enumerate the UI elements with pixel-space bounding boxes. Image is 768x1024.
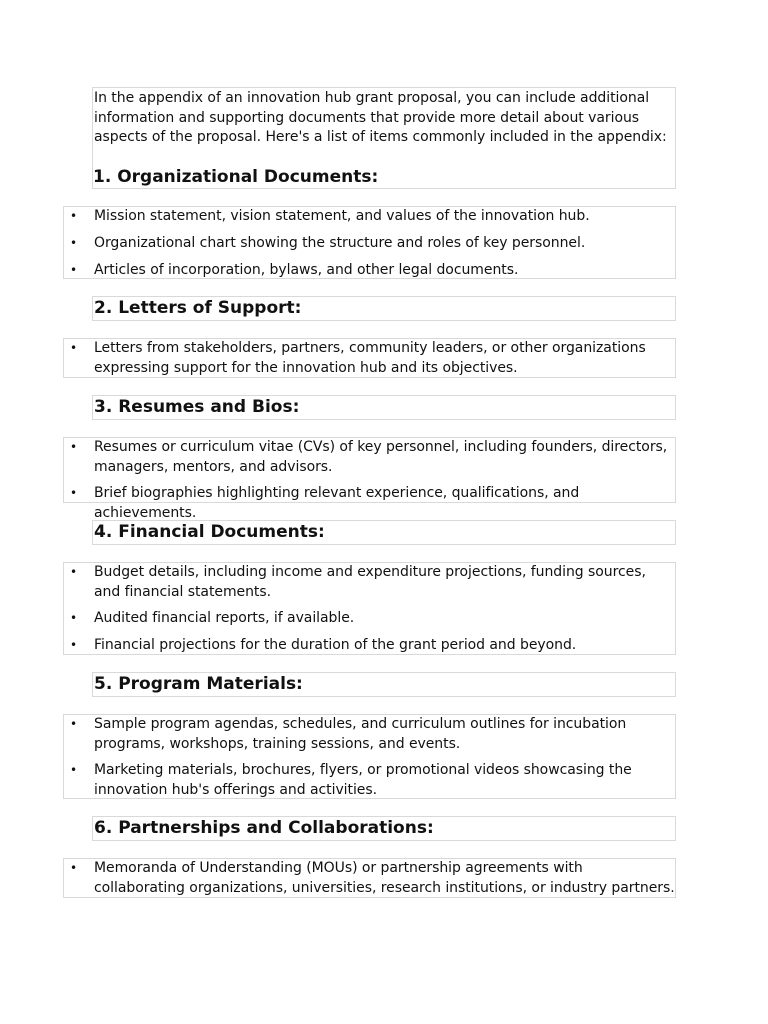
list-item: • Mission statement, vision statement, and values of the innovation hub. bbox=[64, 207, 675, 234]
list-item: • Memoranda of Understanding (MOUs) or partnership agreements with collaborating organizations, universities, research institutions, or industry partners. bbox=[70, 860, 675, 896]
bullet-icon: • bbox=[70, 486, 78, 500]
bullet-icon: • bbox=[70, 861, 78, 875]
bullet-icon: • bbox=[70, 763, 78, 777]
bullet-icon: • bbox=[70, 341, 78, 355]
section-heading-3: 3. Resumes and Bios: bbox=[94, 397, 300, 417]
bullet-icon: • bbox=[70, 611, 78, 625]
section-list-4 bbox=[63, 562, 676, 655]
section-list-1 bbox=[63, 206, 676, 279]
section-list-3 bbox=[63, 437, 676, 521]
bullet-icon: • bbox=[70, 717, 78, 731]
list-item: • Letters from stakeholders, partners, community leaders, or other organizations expressing support for the innovation hub and its objectives. bbox=[70, 340, 646, 376]
list-item: • Resumes or curriculum vitae (CVs) of key personnel, including founders, directors, managers, mentors, and advisors. bbox=[70, 439, 668, 475]
section-heading-1: 1. Organizational Documents: bbox=[93, 167, 379, 187]
section-header-5 bbox=[92, 672, 676, 697]
list-item: • Financial projections for the duration of the grant period and beyond. bbox=[64, 636, 675, 656]
list-item: • Marketing materials, brochures, flyers, or promotional videos showcasing the innovation hub's offerings and activities. bbox=[70, 762, 632, 798]
bullet-icon: • bbox=[70, 263, 78, 277]
section-header-6 bbox=[92, 816, 676, 841]
list-item: • Articles of incorporation, bylaws, and other legal documents. bbox=[64, 261, 675, 281]
list-item: • Brief biographies highlighting relevant experience, qualifications, and achievements. bbox=[70, 485, 580, 521]
list-item: • Organizational chart showing the structure and roles of key personnel. bbox=[64, 234, 675, 261]
intro-paragraph: In the appendix of an innovation hub grant proposal, you can include additional information and supporting documents that provide more detail about various aspects of the proposal. Here's a list of items commonly included in the appendix: bbox=[94, 90, 667, 145]
section-heading-5: 5. Program Materials: bbox=[94, 674, 303, 694]
section-list-2 bbox=[63, 338, 676, 378]
bullet-icon: • bbox=[70, 236, 78, 250]
list-item: • Sample program agendas, schedules, and curriculum outlines for incubation programs, workshops, training sessions, and events. bbox=[70, 716, 627, 752]
bullet-icon: • bbox=[70, 638, 78, 652]
bullet-icon: • bbox=[70, 209, 78, 223]
section-list-5 bbox=[63, 714, 676, 799]
section-heading-6: 6. Partnerships and Collaborations: bbox=[94, 818, 434, 838]
section-heading-2: 2. Letters of Support: bbox=[94, 298, 302, 318]
list-item: • Budget details, including income and expenditure projections, funding sources, and financial statements. bbox=[70, 564, 646, 600]
section-heading-4: 4. Financial Documents: bbox=[94, 522, 325, 542]
bullet-icon: • bbox=[70, 565, 78, 579]
list-item: • Audited financial reports, if available. bbox=[64, 609, 675, 636]
section-header-2 bbox=[92, 296, 676, 321]
section-header-3 bbox=[92, 395, 676, 420]
section-header-4 bbox=[92, 520, 676, 545]
section-list-6 bbox=[63, 858, 676, 898]
bullet-icon: • bbox=[70, 440, 78, 454]
